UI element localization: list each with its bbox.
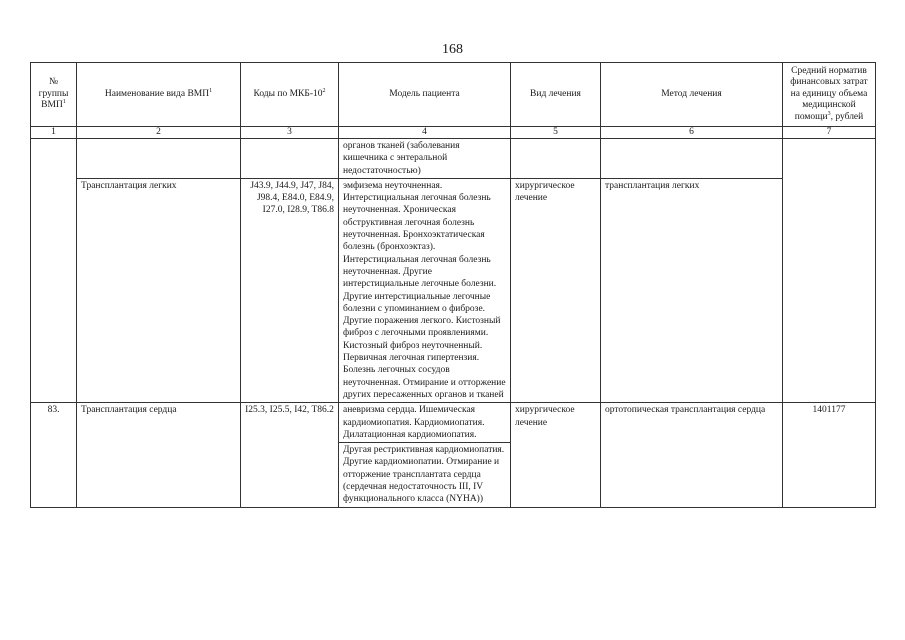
cost-cell: 1401177 [783,403,876,507]
patient-model-cell: Другая рестриктивная кардиомиопатия. Другие кардиомиопатии. Отмирание и отторжение трансплантата сердца (сердечная недостаточность III, IV функционального класса (NYHA)) [339,443,511,507]
cost-cell [783,139,876,403]
header-row [31,63,876,127]
icd-codes-cell: J43.9, J44.9, J47, J84, J98.4, E84.0, E84.9, I27.0, I28.9, T86.8 [241,178,339,402]
header-vmp-name: Наименование вида ВМП$^1$ [77,63,241,127]
patient-model-cell: эмфизема неуточненная. Интерстициальная легочная болезнь неуточненная. Хроническая обструктивная легочная болезнь неуточненная. Бронхоэктатическая болезнь (бронхоэктаз). Интерстициальная легочная болезнь неуточненная. Другие интерстициальные легочные болезни. Другие интерстициальные легочные болезни с упоминанием о фиброзе. Другие поражения легкого. Кистозный фиброз с легочными проявлениями. Кистозный фиброз неуточненный. Первичная легочная гипертензия. Болезнь легочных сосудов неуточненная. Отмирание и отторжение других пересаженных органов и тканей [339,178,511,402]
treatment-type-cell: хирургическое лечение [511,403,601,507]
column-number: 4 [339,127,511,139]
column-number: 7 [783,127,876,139]
icd-codes-cell [241,139,339,179]
group-number-cell [31,139,77,403]
table-row [31,139,876,179]
treatment-method-cell: трансплантация легких [601,178,783,402]
header-group-number: № группы ВМП$^1$ [31,63,77,127]
column-number: 3 [241,127,339,139]
treatment-type-cell [511,139,601,179]
icd-codes-cell: I25.3, I25.5, I42, T86.2 [241,403,339,507]
column-number: 1 [31,127,77,139]
vmp-name-cell: Трансплантация сердца [77,403,241,507]
header-treatment-type: Вид лечения [511,63,601,127]
vmp-table [30,62,876,508]
column-number: 5 [511,127,601,139]
group-number-cell: 83. [31,403,77,507]
table-row [31,403,876,443]
treatment-type-cell: хирургическое лечение [511,178,601,402]
patient-model-cell: аневризма сердца. Ишемическая кардиомиопатия. Кардиомиопатия. Дилатационная кардиомиопатия. [339,403,511,443]
vmp-name-cell: Трансплантация легких [77,178,241,402]
header-cost-standard: Средний норматив финансовых затрат на единицу объема медицинской помощи$^3$, рублей [783,63,876,127]
header-icd-codes: Коды по МКБ-$10^2$ [241,63,339,127]
column-number: 2 [77,127,241,139]
page-number: 168 [442,42,463,57]
header-treatment-method: Метод лечения [601,63,783,127]
patient-model-cell: органов тканей (заболевания кишечника с энтеральной недостаточностью) [339,139,511,179]
treatment-method-cell [601,139,783,179]
column-number-row [31,127,876,139]
header-patient-model: Модель пациента [339,63,511,127]
column-number: 6 [601,127,783,139]
treatment-method-cell: ортотопическая трансплантация сердца [601,403,783,507]
vmp-name-cell [77,139,241,179]
table-row [31,178,876,402]
